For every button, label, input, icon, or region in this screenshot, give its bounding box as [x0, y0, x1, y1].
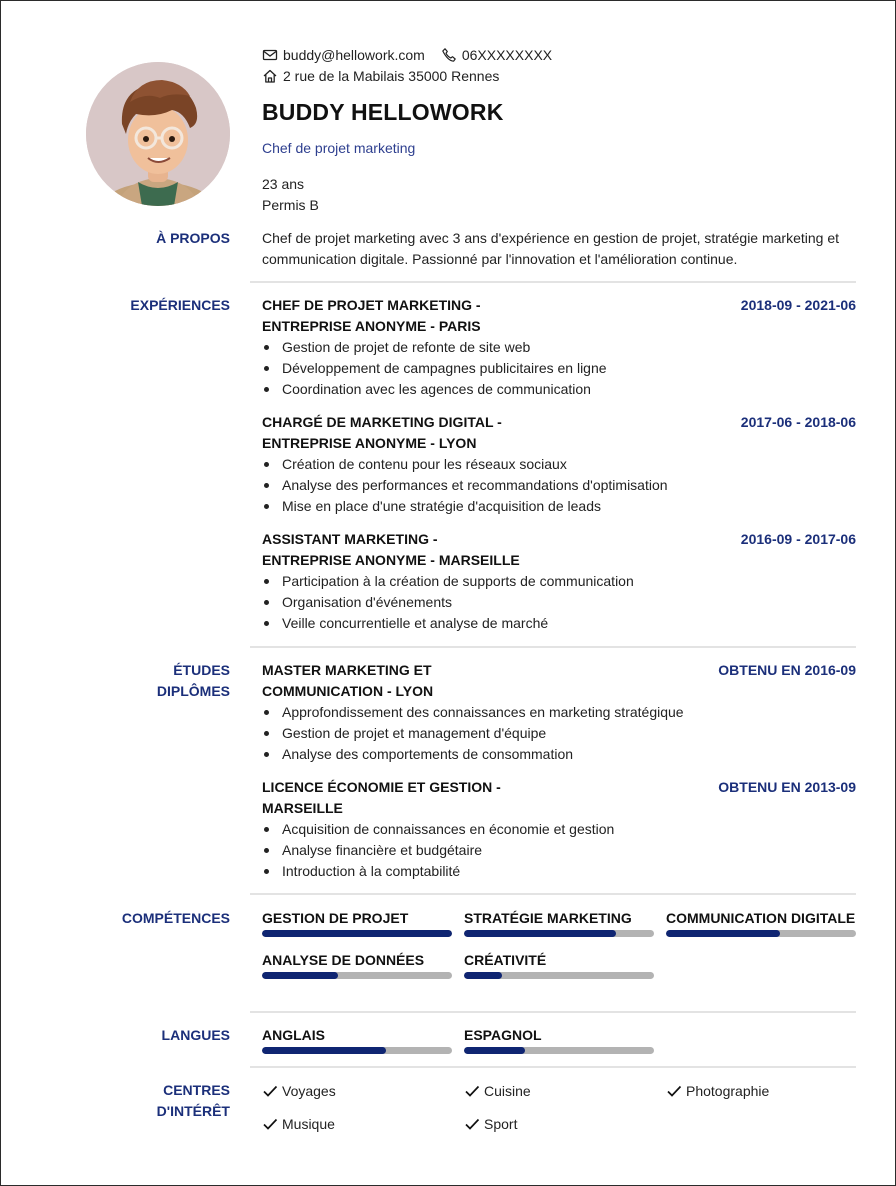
interest-item — [666, 1080, 856, 1101]
house-icon — [262, 68, 278, 84]
experience-entry — [262, 412, 856, 517]
skill-item — [262, 908, 452, 937]
skill-level-bar — [464, 972, 654, 979]
personal-info — [262, 174, 862, 216]
list-item: Gestion de projet et management d'équipe — [262, 723, 856, 744]
skill-level-fill — [262, 972, 338, 979]
avatar-illustration — [86, 62, 230, 206]
experience-date: 2017-06 - 2018-06 — [740, 414, 856, 430]
skill-item — [464, 908, 654, 937]
experience-entry — [262, 529, 856, 634]
list-item: Mise en place d'une stratégie d'acquisition de leads — [262, 496, 856, 517]
skill-item — [666, 908, 856, 937]
experience-title: ASSISTANT MARKETING - ENTREPRISE ANONYME - MARSEILLE — [262, 531, 520, 568]
experience-entry — [262, 295, 856, 400]
section-label-skills: COMPÉTENCES — [121, 910, 230, 926]
about-text: Chef de projet marketing avec 3 ans d'expérience en gestion de projet, stratégie marketing et communication digitale. Passionné par l'innovation et l'amélioration continue. — [262, 230, 840, 267]
language-level-bar — [464, 1047, 654, 1054]
list-item: Analyse des performances et recommandations d'optimisation — [262, 475, 856, 496]
address-contact — [262, 68, 499, 84]
phone-icon — [441, 47, 457, 63]
interest-label: Cuisine — [484, 1082, 531, 1099]
list-item: Organisation d'événements — [262, 592, 856, 613]
experience-title: CHEF DE PROJET MARKETING - ENTREPRISE ANONYME - PARIS — [262, 297, 481, 334]
language-item — [262, 1025, 452, 1054]
skill-name: CRÉATIVITÉ — [464, 952, 547, 968]
email-contact[interactable] — [262, 47, 425, 63]
skill-name: STRATÉGIE MARKETING — [464, 910, 632, 926]
language-level-bar — [262, 1047, 452, 1054]
checkmark-icon — [262, 1116, 278, 1132]
section-label-line: D'INTÉRÊT — [156, 1103, 230, 1119]
experience-bullets — [262, 454, 856, 517]
section-label-line: DIPLÔMES — [156, 683, 230, 699]
candidate-name: BUDDY HELLOWORK — [262, 99, 504, 125]
language-name: ESPAGNOL — [464, 1027, 542, 1043]
education-entry — [262, 660, 856, 765]
list-item: Analyse des comportements de consommation — [262, 744, 856, 765]
contact-line-1 — [262, 44, 862, 65]
section-divider — [250, 893, 856, 895]
section-divider — [250, 1066, 856, 1068]
education-date: OBTENU EN 2013-09 — [718, 779, 856, 795]
list-item: Acquisition de connaissances en économie et gestion — [262, 819, 856, 840]
experience-date: 2016-09 - 2017-06 — [740, 531, 856, 547]
phone-text: 06XXXXXXXX — [461, 46, 553, 63]
checkmark-icon — [262, 1083, 278, 1099]
address-text: 2 rue de la Mabilais 35000 Rennes — [283, 67, 500, 84]
education-bullets — [262, 702, 856, 765]
experience-list — [262, 295, 856, 646]
section-divider — [250, 281, 856, 283]
list-item: Création de contenu pour les réseaux sociaux — [262, 454, 856, 475]
experience-date: 2018-09 - 2021-06 — [740, 297, 856, 313]
list-item: Approfondissement des connaissances en marketing stratégique — [262, 702, 856, 723]
interest-item — [262, 1080, 452, 1101]
age: 23 ans — [262, 176, 305, 192]
section-label-education — [157, 660, 230, 702]
experience-title: CHARGÉ DE MARKETING DIGITAL - ENTREPRISE ANONYME - LYON — [262, 414, 502, 451]
envelope-icon — [262, 47, 278, 63]
language-item — [464, 1025, 654, 1054]
list-item: Développement de campagnes publicitaires en ligne — [262, 358, 856, 379]
skill-level-fill — [262, 930, 452, 937]
education-date: OBTENU EN 2016-09 — [718, 662, 856, 678]
education-title: LICENCE ÉCONOMIE ET GESTION - MARSEILLE — [262, 779, 501, 816]
list-item: Veille concurrentielle et analyse de marché — [262, 613, 856, 634]
interest-label: Voyages — [282, 1082, 336, 1099]
languages-list — [262, 1025, 856, 1067]
interest-label: Musique — [282, 1115, 335, 1132]
header — [262, 44, 862, 216]
skill-level-bar — [262, 930, 452, 937]
section-label-experience: EXPÉRIENCES — [130, 297, 230, 313]
job-title: Chef de projet marketing — [262, 140, 416, 156]
education-title: MASTER MARKETING ET COMMUNICATION - LYON — [262, 662, 434, 699]
section-label-about: À PROPOS — [156, 230, 230, 246]
email-text: buddy@hellowork.com — [283, 46, 425, 63]
language-level-fill — [262, 1047, 386, 1054]
section-label-line: ÉTUDES — [173, 662, 230, 678]
skill-level-bar — [666, 930, 856, 937]
checkmark-icon — [666, 1083, 682, 1099]
experience-bullets — [262, 337, 856, 400]
experience-bullets — [262, 571, 856, 634]
language-name: ANGLAIS — [262, 1027, 325, 1043]
interests-list — [262, 1080, 856, 1146]
list-item: Participation à la création de supports de communication — [262, 571, 856, 592]
interest-label: Sport — [484, 1115, 518, 1132]
education-bullets — [262, 819, 856, 882]
list-item: Coordination avec les agences de communication — [262, 379, 856, 400]
contact-line-2 — [262, 65, 862, 86]
interest-label: Photographie — [686, 1082, 770, 1099]
checkmark-icon — [464, 1083, 480, 1099]
checkmark-icon — [464, 1116, 480, 1132]
profile-photo — [86, 62, 230, 206]
section-label-line: CENTRES — [163, 1082, 230, 1098]
interest-item — [464, 1113, 654, 1134]
skill-level-bar — [464, 930, 654, 937]
list-item: Analyse financière et budgétaire — [262, 840, 856, 861]
skill-level-fill — [464, 930, 616, 937]
skill-item — [464, 950, 654, 979]
interest-item — [464, 1080, 654, 1101]
language-level-fill — [464, 1047, 525, 1054]
list-item: Introduction à la comptabilité — [262, 861, 856, 882]
driving-license: Permis B — [262, 197, 319, 213]
section-label-interests — [157, 1080, 230, 1122]
section-label-languages: LANGUES — [161, 1027, 230, 1043]
skill-item — [262, 950, 452, 979]
section-divider — [250, 646, 856, 648]
skill-level-bar — [262, 972, 452, 979]
skill-name: COMMUNICATION DIGITALE — [666, 910, 856, 926]
interest-item — [262, 1113, 452, 1134]
skills-list — [262, 908, 856, 992]
education-entry — [262, 777, 856, 882]
section-divider — [250, 1011, 856, 1013]
list-item: Gestion de projet de refonte de site web — [262, 337, 856, 358]
phone-contact[interactable] — [441, 47, 552, 63]
education-list — [262, 660, 856, 894]
skill-name: ANALYSE DE DONNÉES — [262, 952, 425, 968]
skill-level-fill — [464, 972, 502, 979]
skill-name: GESTION DE PROJET — [262, 910, 409, 926]
skill-level-fill — [666, 930, 780, 937]
